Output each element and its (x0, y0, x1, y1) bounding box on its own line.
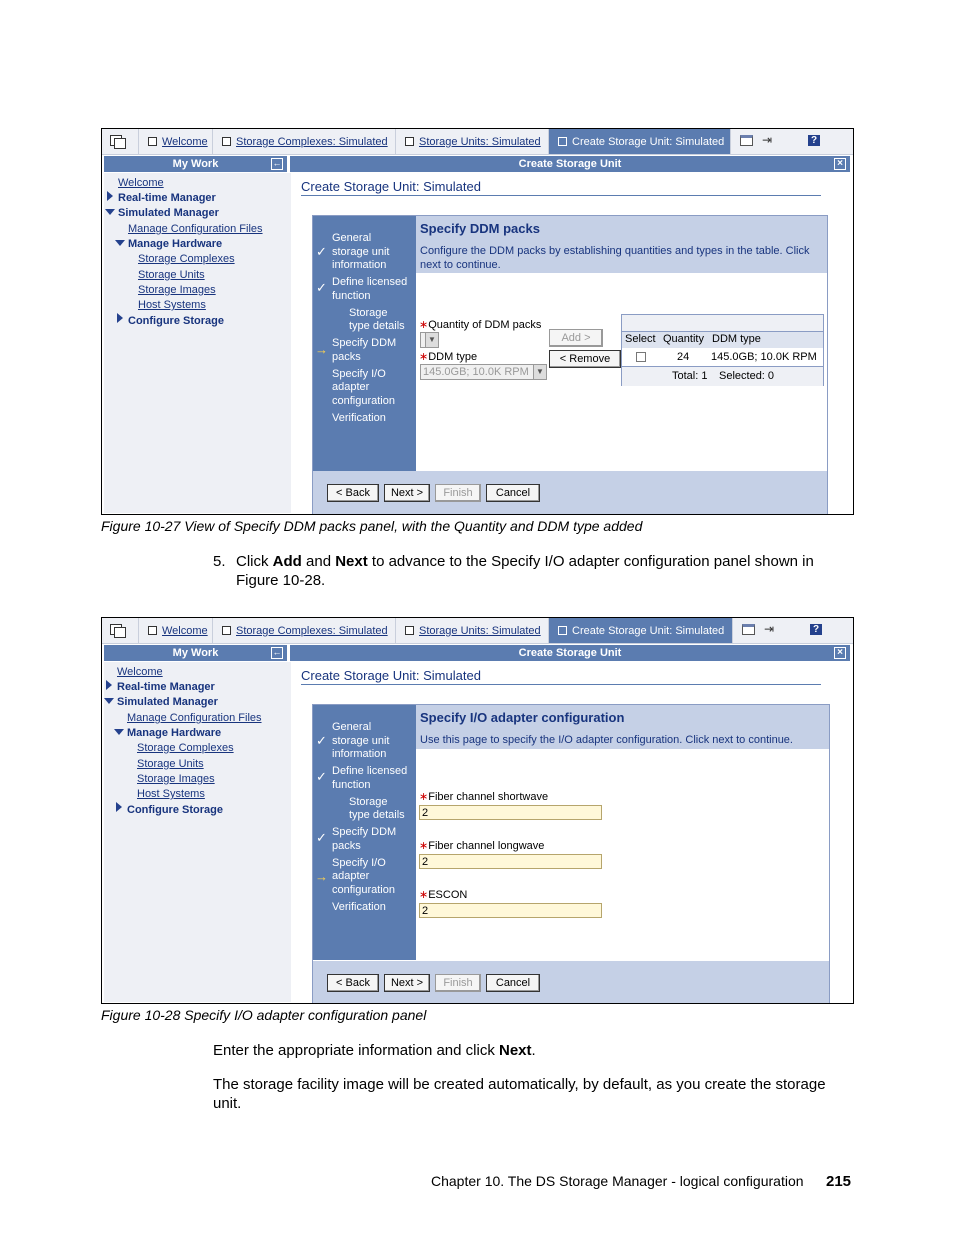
help-icon[interactable]: ? (808, 135, 820, 146)
tab-page-icon (222, 137, 231, 146)
table-selected: Selected: 0 (719, 370, 775, 382)
row-ddm-type: 145.0GB; 10.0K RPM (711, 351, 817, 363)
quantity-select[interactable] (420, 332, 439, 348)
nav-configure-storage[interactable]: Configure Storage (128, 315, 224, 327)
nav-configure-storage[interactable]: Configure Storage (127, 804, 223, 816)
nav-realtime-manager[interactable]: Real-time Manager (117, 681, 215, 693)
step-label: Specify DDM (332, 337, 397, 349)
chevron-down-icon: ▼ (533, 365, 546, 379)
title-divider (301, 684, 821, 685)
ddm-type-label: ∗DDM type (419, 351, 478, 363)
my-work-sidebar (104, 173, 291, 513)
step-label: configuration (332, 395, 395, 407)
nav-simulated-manager[interactable]: Simulated Manager (118, 207, 219, 219)
ddm-table (621, 314, 824, 386)
fiber-shortwave-label: ∗Fiber channel shortwave (419, 791, 549, 803)
check-icon: ✓ (316, 280, 327, 295)
body-paragraph-1: Enter the appropriate information and click Next. (213, 1042, 536, 1059)
nav-manage-configuration-files[interactable]: Manage Configuration Files (128, 223, 263, 235)
nav-manage-configuration-files[interactable]: Manage Configuration Files (127, 712, 262, 724)
nav-storage-complexes[interactable]: Storage Complexes (137, 742, 234, 754)
check-icon: ✓ (316, 830, 327, 845)
nav-host-systems[interactable]: Host Systems (137, 788, 205, 800)
check-icon: ✓ (316, 769, 327, 784)
tab-page-icon (148, 137, 157, 146)
step-label: type details (349, 809, 405, 821)
my-work-header: My Work ← (104, 645, 287, 661)
step-label: Specify DDM (332, 826, 397, 838)
collapse-icon[interactable]: ← (272, 647, 282, 657)
step-label: Verification (332, 412, 386, 424)
remove-button[interactable]: < Remove (549, 350, 621, 368)
tab-storage-complexes[interactable]: Storage Complexes: Simulated (213, 129, 396, 154)
next-button[interactable]: Next > (384, 974, 430, 992)
portfolio-tab-bar (102, 618, 853, 644)
new-window-icon[interactable] (742, 624, 755, 635)
step-5-number: 5. (213, 553, 226, 570)
col-quantity: Quantity (663, 333, 704, 345)
step-label: storage unit (332, 735, 390, 747)
windows-icon-back (114, 138, 126, 149)
step-label: information (332, 748, 387, 760)
fiber-longwave-input[interactable]: 2 (419, 854, 602, 869)
portfolio-home-tab[interactable] (102, 618, 139, 643)
nav-welcome[interactable]: Welcome (117, 666, 163, 678)
wizard-steps (313, 705, 416, 960)
step-label: configuration (332, 884, 395, 896)
tab-welcome[interactable]: Welcome (139, 618, 213, 643)
cancel-button[interactable]: Cancel (486, 974, 540, 992)
logout-icon[interactable]: ⇥ (764, 622, 775, 636)
collapse-tree-icon[interactable] (105, 209, 115, 215)
step-label: Define licensed (332, 276, 408, 288)
wizard-description: Use this page to specify the I/O adapter configuration. Click next to continue. (420, 734, 793, 746)
step-label: General (332, 232, 372, 244)
nav-storage-images[interactable]: Storage Images (137, 773, 215, 785)
wizard-header (416, 216, 827, 273)
nav-storage-units[interactable]: Storage Units (138, 269, 205, 281)
portfolio-home-tab[interactable] (102, 129, 139, 154)
nav-realtime-manager[interactable]: Real-time Manager (118, 192, 216, 204)
wizard-panel (312, 704, 830, 1004)
collapse-tree-icon[interactable] (115, 240, 125, 246)
my-work-header: My Work ← (104, 156, 287, 172)
step-label: packs (332, 351, 361, 363)
collapse-tree-icon[interactable] (114, 729, 124, 735)
step-label: Specify I/O (332, 857, 386, 869)
tab-storage-units[interactable]: Storage Units: Simulated (396, 129, 549, 154)
step-label: function (332, 779, 371, 791)
escon-label: ∗ESCON (419, 889, 468, 901)
tab-create-storage-unit[interactable]: Create Storage Unit: Simulated (549, 618, 733, 643)
windows-icon-back (114, 627, 126, 638)
step-label: General (332, 721, 372, 733)
logout-icon[interactable]: ⇥ (762, 133, 773, 147)
ddm-type-select[interactable]: 145.0GB; 10.0K RPM ▼ (420, 364, 547, 380)
expand-icon[interactable] (116, 802, 122, 812)
step-label: function (332, 290, 371, 302)
close-icon[interactable]: × (834, 158, 846, 170)
footer-chapter: Chapter 10. The DS Storage Manager - logical configuration (431, 1173, 804, 1189)
nav-manage-hardware[interactable]: Manage Hardware (127, 727, 222, 739)
my-work-sidebar (104, 662, 291, 1002)
collapse-icon[interactable]: ← (272, 158, 282, 168)
tab-storage-complexes[interactable]: Storage Complexes: Simulated (213, 618, 396, 643)
wizard-header (416, 705, 829, 749)
finish-button[interactable]: Finish (435, 974, 481, 992)
finish-button[interactable]: Finish (435, 484, 481, 502)
new-window-icon[interactable] (740, 135, 753, 146)
step-label: adapter (332, 381, 370, 393)
wizard-footer (313, 471, 827, 514)
step-label: storage unit (332, 246, 390, 258)
page-number: 215 (826, 1173, 852, 1190)
wizard-footer (313, 961, 829, 1003)
tab-page-icon (558, 626, 567, 635)
figure-10-27-screenshot (101, 128, 854, 515)
step-label: adapter (332, 870, 370, 882)
wizard-panel (312, 215, 828, 515)
expand-icon[interactable] (106, 680, 112, 690)
col-ddm-type: DDM type (712, 333, 761, 345)
panel-header: Create Storage Unit × (290, 645, 850, 661)
fiber-longwave-label: ∗Fiber channel longwave (419, 840, 545, 852)
check-icon: ✓ (316, 244, 327, 259)
tab-page-icon (405, 626, 414, 635)
tab-page-icon (148, 626, 157, 635)
row-select-checkbox[interactable] (636, 352, 646, 362)
row-quantity: 24 (677, 351, 690, 363)
wizard-title: Specify DDM packs (420, 221, 540, 236)
nav-manage-hardware[interactable]: Manage Hardware (128, 238, 223, 250)
fiber-shortwave-input[interactable]: 2 (419, 805, 602, 820)
nav-storage-complexes[interactable]: Storage Complexes (138, 253, 235, 265)
chevron-down-icon: ▼ (425, 333, 438, 347)
wizard-steps (313, 216, 416, 471)
figure-10-28-screenshot (101, 617, 854, 1004)
step-label: Storage (349, 307, 388, 319)
back-button[interactable]: < Back (327, 974, 379, 992)
cancel-button[interactable]: Cancel (486, 484, 540, 502)
tab-storage-units[interactable]: Storage Units: Simulated (396, 618, 549, 643)
step-label: Storage (349, 796, 388, 808)
nav-storage-units[interactable]: Storage Units (137, 758, 204, 770)
expand-icon[interactable] (107, 191, 113, 201)
step-label: type details (349, 320, 405, 332)
quantity-label: ∗Quantity of DDM packs (419, 319, 542, 331)
nav-simulated-manager[interactable]: Simulated Manager (117, 696, 218, 708)
figure-10-27-caption: Figure 10-27 View of Specify DDM packs panel, with the Quantity and DDM type added (101, 518, 643, 534)
figure-10-28-caption: Figure 10-28 Specify I/O adapter configuration panel (101, 1007, 427, 1023)
check-icon: ✓ (316, 733, 327, 748)
close-icon[interactable]: × (834, 647, 846, 659)
nav-host-systems[interactable]: Host Systems (138, 299, 206, 311)
current-step-arrow-icon: → (315, 342, 328, 357)
escon-input[interactable]: 2 (419, 903, 602, 918)
help-icon[interactable]: ? (810, 624, 822, 635)
tab-welcome[interactable]: Welcome (139, 129, 213, 154)
back-button[interactable]: < Back (327, 484, 379, 502)
title-divider (301, 195, 821, 196)
nav-welcome[interactable]: Welcome (118, 177, 164, 189)
tab-create-storage-unit[interactable]: Create Storage Unit: Simulated (549, 129, 731, 154)
step-label: packs (332, 840, 361, 852)
expand-icon[interactable] (117, 313, 123, 323)
step-label: Define licensed (332, 765, 408, 777)
current-step-arrow-icon: → (315, 869, 328, 884)
step-label: Verification (332, 901, 386, 913)
tab-page-icon (558, 137, 567, 146)
page-title: Create Storage Unit: Simulated (301, 668, 481, 683)
next-button[interactable]: Next > (384, 484, 430, 502)
tab-page-icon (222, 626, 231, 635)
wizard-title: Specify I/O adapter configuration (420, 710, 625, 725)
collapse-tree-icon[interactable] (104, 698, 114, 704)
nav-storage-images[interactable]: Storage Images (138, 284, 216, 296)
table-row (622, 348, 823, 366)
table-footer (622, 366, 823, 386)
add-button[interactable]: Add > (549, 329, 603, 347)
wizard-description: Configure the DDM packs by establishing quantities and types in the table. Click next to continue. (420, 245, 810, 271)
panel-header: Create Storage Unit × (290, 156, 850, 172)
step-label: information (332, 259, 387, 271)
table-header (622, 331, 823, 349)
step-label: Specify I/O (332, 368, 386, 380)
page-title: Create Storage Unit: Simulated (301, 179, 481, 194)
step-5-text: Click Add and Next to advance to the Specify I/O adapter configuration panel shown in Figure 10-28. (236, 553, 814, 589)
tab-page-icon (405, 137, 414, 146)
body-paragraph-2: The storage facility image will be created automatically, by default, as you create the storage unit. (213, 1076, 826, 1112)
table-total: Total: 1 (672, 370, 708, 382)
col-select: Select (625, 333, 656, 345)
portfolio-tab-bar (102, 129, 853, 155)
